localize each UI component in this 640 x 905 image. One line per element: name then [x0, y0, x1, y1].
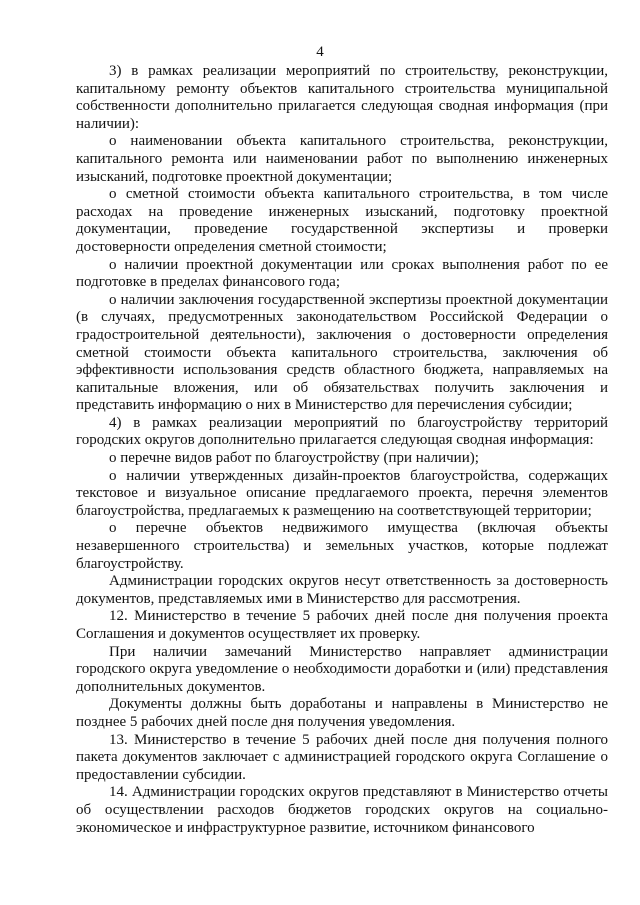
paragraph-object-name: о наименовании объекта капитального строительства, реконструкции, капитального ремонта или наименовании работ по выполнению инженерных изысканий, подготовке проектной документации; — [76, 133, 608, 185]
paragraph-real-estate-list: о перечне объектов недвижимого имущества (включая объекты незавершенного строительства) и земельных участков, которые подлежат благоустройству. — [76, 520, 608, 572]
paragraph-estimated-cost: о сметной стоимости объекта капитального строительства, в том числе расходах на проведение инженерных изысканий, подготовку проектной документации, проведение государственной экспертизы и проверки достоверности определения сметной стоимости; — [76, 186, 608, 255]
paragraph-remarks: При наличии замечаний Министерство направляет администрации городского округа уведомление о необходимости доработки и (или) представления дополнительных документов. — [76, 643, 608, 695]
paragraph-item-4: 4) в рамках реализации мероприятий по благоустройству территорий городских округов дополнительно прилагается следующая сводная информация: — [76, 414, 608, 449]
paragraph-clause-14: 14. Администрации городских округов представляют в Министерство отчеты об осуществлении расходов бюджетов городских округов на социально-экономическое и инфраструктурное развитие, источником финансового — [76, 784, 608, 836]
document-body — [76, 63, 608, 837]
paragraph-revision-deadline: Документы должны быть доработаны и направлены в Министерство не позднее 5 рабочих дней после дня получения уведомления. — [76, 696, 608, 730]
paragraph-clause-12: 12. Министерство в течение 5 рабочих дней после дня получения проекта Соглашения и документов осуществляет их проверку. — [76, 608, 608, 642]
page-number: 4 — [316, 44, 324, 60]
paragraph-responsibility: Администрации городских округов несут ответственность за достоверность документов, представляемых ими в Министерство для рассмотрения. — [76, 573, 608, 607]
paragraph-state-expertise: о наличии заключения государственной экспертизы проектной документации (в случаях, предусмотренных законодательством Российской Федерации о градостроительной деятельности), заключения о достоверности определения сметной стоимости объекта капитального строительства, заключения об эффективности использования средств областного бюджета, направляемых на капитальные вложения, или об обязательствах получить заключения и представить информацию о них в Министерство для перечисления субсидии; — [76, 291, 608, 414]
paragraph-item-3: 3) в рамках реализации мероприятий по строительству, реконструкции, капитальному ремонту объектов капитального строительства муниципальной собственности дополнительно прилагается следующая сводная информация (при наличии): — [76, 63, 608, 132]
paragraph-design-projects: о наличии утвержденных дизайн-проектов благоустройства, содержащих текстовое и визуальное описание предлагаемого проекта, перечня элементов благоустройства, предлагаемых к размещению на соответствующей территории; — [76, 467, 608, 519]
paragraph-clause-13: 13. Министерство в течение 5 рабочих дней после дня получения полного пакета документов заключает с администрацией городского округа Соглашение о предоставлении субсидии. — [76, 731, 608, 783]
paragraph-works-list: о перечне видов работ по благоустройству (при наличии); — [109, 450, 479, 467]
paragraph-design-documentation: о наличии проектной документации или сроках выполнения работ по ее подготовке в пределах финансового года; — [76, 256, 608, 291]
